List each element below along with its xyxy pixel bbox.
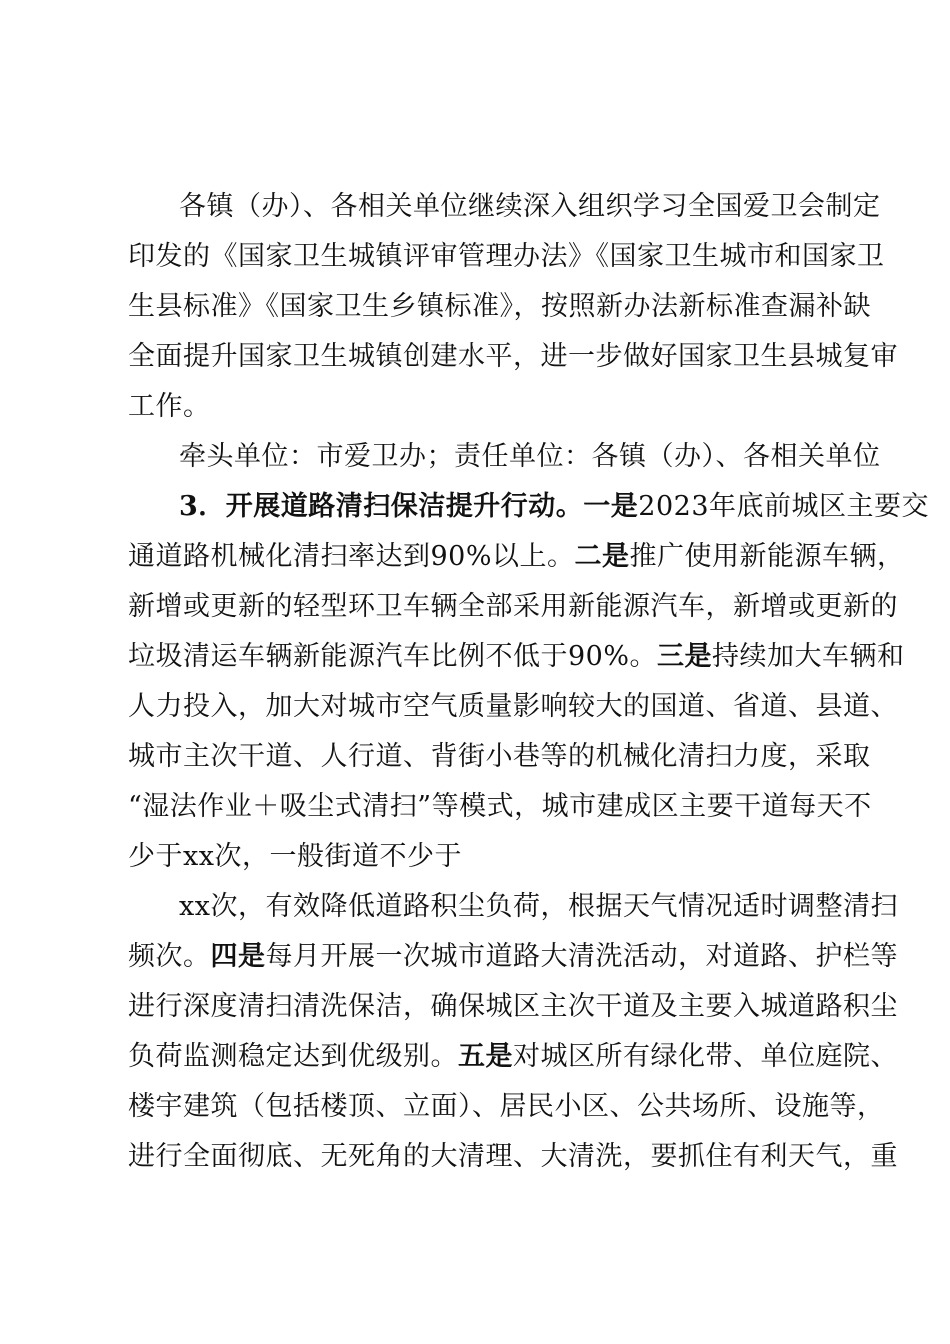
paragraph-4-line-6: 进行全面彻底、无死角的大清理、大清洗，要抓住有利天气，重: [128, 1141, 898, 1172]
paragraph-1-line-1: 各镇（办）、各相关单位继续深入组织学习全国爱卫会制定: [179, 191, 881, 222]
section-3-line-4-text: 垃圾清运车辆新能源汽车比例不低于90%。: [128, 641, 658, 672]
paragraph-1-line-2: 印发的《国家卫生城镇评审管理办法》《国家卫生城市和国家卫: [128, 241, 885, 272]
marker-wu: 五是: [458, 1041, 513, 1072]
section-3-line-2: [128, 532, 905, 582]
paragraph-4-line-2: [128, 932, 898, 982]
section-3-line-3: 新增或更新的轻型环卫车辆全部采用新能源汽车，新增或更新的: [128, 591, 898, 622]
paragraph-4-line-1: xx次，有效降低道路积尘负荷，根据天气情况适时调整清扫: [179, 891, 898, 922]
responsibility-line: 牵头单位：市爱卫办；责任单位：各镇（办）、各相关单位: [179, 441, 881, 472]
section-3-line-1: [179, 482, 929, 532]
paragraph-4-line-4-rest: 对城区所有绿化带、单位庭院、: [513, 1041, 898, 1072]
section-3-line-1-text: 2023年底前城区主要交: [638, 491, 930, 522]
section-3-heading: 3．开展道路清扫保洁提升行动。: [179, 491, 584, 522]
paragraph-4-line-2-start: 频次。: [128, 941, 211, 972]
section-3-line-5: 人力投入，加大对城市空气质量影响较大的国道、省道、县道、: [128, 691, 898, 722]
marker-er: 二是: [574, 541, 630, 572]
paragraph-1-line-3: 生县标准》《国家卫生乡镇标准》，按照新办法新标准查漏补缺: [128, 291, 871, 322]
section-3-line-6: 城市主次干道、人行道、背街小巷等的机械化清扫力度，采取: [128, 741, 871, 772]
paragraph-1-line-4: 全面提升国家卫生城镇创建水平，进一步做好国家卫生县城复审: [128, 341, 898, 372]
paragraph-1-line-5: 工作。: [128, 391, 211, 422]
section-3-line-4-rest: 持续加大车辆和: [712, 641, 905, 672]
marker-yi: 一是: [583, 491, 639, 522]
section-3-line-7: “湿法作业＋吸尘式清扫”等模式，城市建成区主要干道每天不: [128, 791, 872, 822]
section-3-line-4: [128, 632, 905, 682]
paragraph-4-line-5: 楼宇建筑（包括楼顶、立面）、居民小区、公共场所、设施等，: [128, 1091, 885, 1122]
paragraph-4-line-4-start: 负荷监测稳定达到优级别。: [128, 1041, 458, 1072]
paragraph-4-line-2-rest: 每月开展一次城市道路大清洗活动，对道路、护栏等: [265, 941, 898, 972]
paragraph-4-line-4: [128, 1032, 898, 1082]
marker-si: 四是: [210, 941, 266, 972]
paragraph-4-line-3: 进行深度清扫清洗保洁，确保城区主次干道及主要入城道路积尘: [128, 991, 898, 1022]
marker-san: 三是: [657, 641, 713, 672]
section-3-line-2-text: 通道路机械化清扫率达到90%以上。: [128, 541, 575, 572]
section-3-line-2-rest: 推广使用新能源车辆，: [629, 541, 905, 572]
section-3-line-8: 少于xx次，一般街道不少于: [128, 841, 462, 872]
